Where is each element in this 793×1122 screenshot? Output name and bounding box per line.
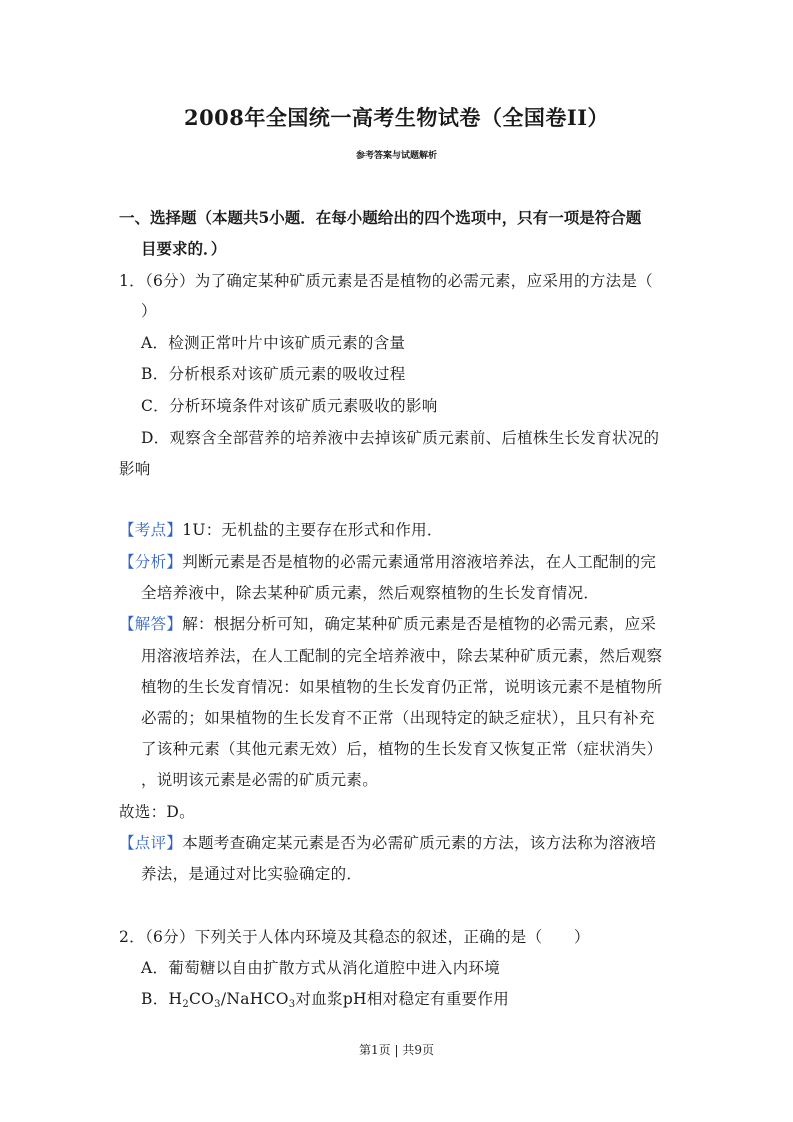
kaodian-tag: 【考点】 (119, 521, 183, 539)
q1-option-a: A．检测正常叶片中该矿质元素的含量 (141, 334, 406, 352)
fenxi-tag: 【分析】 (119, 553, 183, 571)
q2-option-b (141, 987, 509, 1009)
jieda-tag: 【解答】 (119, 615, 183, 633)
q1-jieda-line6: ，说明该元素是必需的矿质元素。 (141, 771, 379, 789)
q1-jieda-line2: 用溶液培养法，在人工配制的完全培养液中，除去某种矿质元素，然后观察 (141, 647, 663, 665)
section-heading-line1: 一、选择题（本题共5小题．在每小题给出的四个选项中，只有一项是符合题 (119, 208, 642, 227)
q1-fenxi-line1 (119, 550, 656, 572)
q2-option-a: A．葡萄糖以自由扩散方式从消化道腔中进入内环境 (141, 959, 501, 977)
q2-option-b-prefix: B．H (141, 990, 183, 1008)
section-heading-line2: 目要求的．） (141, 239, 227, 258)
q1-jieda-line5: 了该种元素（其他元素无效）后，植物的生长发育又恢复正常（症状消失） (141, 740, 663, 758)
q1-stem-line2: ） (141, 302, 157, 320)
q1-dianping-line1 (119, 831, 656, 853)
q1-jieda-line3: 植物的生长发育情况：如果植物的生长发育仍正常，说明该元素不是植物所 (141, 678, 663, 696)
q1-stem-line1: 1．（6分）为了确定某种矿质元素是否是植物的必需元素，应采用的方法是（ (119, 272, 653, 290)
page-footer: 第1页 | 共9页 (359, 1043, 434, 1057)
fenxi-text: 判断元素是否是植物的必需元素通常用溶液培养法，在人工配制的完 (182, 553, 657, 571)
q2-option-b-suffix: 对血浆pH相对稳定有重要作用 (295, 990, 510, 1008)
subscript: 3 (214, 999, 221, 1010)
q1-jieda-line1 (119, 612, 656, 634)
page-subtitle: 参考答案与试题解析 (355, 151, 437, 161)
q1-option-c: C．分析环境条件对该矿质元素吸收的影响 (141, 397, 438, 415)
page-title: 2008年全国统一高考生物试卷（全国卷II） (183, 105, 610, 130)
subscript: 3 (288, 999, 296, 1010)
q1-option-d-continued: 影响 (119, 460, 151, 478)
dianping-text: 本题考查确定某元素是否为必需矿质元素的方法，该方法称为溶液培 (182, 834, 657, 852)
q2-option-b-mid1: CO (188, 990, 215, 1008)
q1-jieda-line4: 必需的；如果植物的生长发育不正常（出现特定的缺乏症状），且只有补充 (141, 709, 655, 727)
q1-kaodian (119, 518, 443, 540)
q2-stem: 2．（6分）下列关于人体内环境及其稳态的叙述，正确的是（ ） (119, 928, 590, 946)
jieda-text: 解：根据分析可知，确定某种矿质元素是否是植物的必需元素，应采 (182, 615, 657, 633)
q1-option-b: B．分析根系对该矿质元素的吸收过程 (141, 365, 406, 383)
q2-option-b-mid2: /NaHCO (220, 990, 289, 1008)
subscript: 2 (182, 999, 189, 1010)
dianping-tag: 【点评】 (119, 834, 183, 852)
kaodian-text: 1U：无机盐的主要存在形式和作用． (182, 521, 443, 539)
q1-option-d: D．观察含全部营养的培养液中去掉该矿质元素前、后植株生长发育状况的 (141, 429, 660, 447)
q1-dianping-line2: 养法，是通过对比实验确定的． (141, 865, 363, 883)
q1-fenxi-line2: 全培养液中，除去某种矿质元素，然后观察植物的生长发育情况． (141, 584, 600, 602)
q1-answer: 故选：D。 (119, 803, 195, 821)
